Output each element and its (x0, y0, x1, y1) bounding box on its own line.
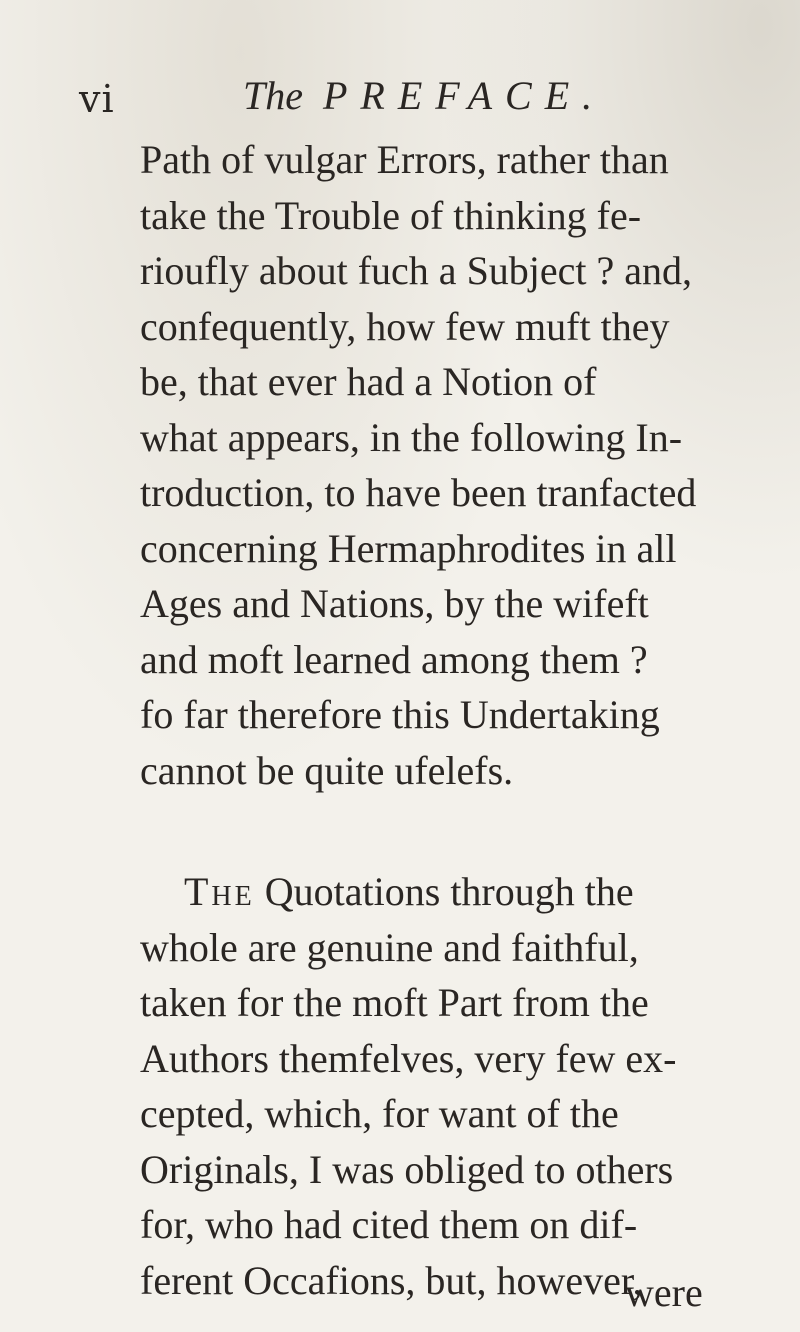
text-line: troduction, to have been tranfacted (140, 470, 697, 515)
catchword: were (625, 1270, 703, 1315)
text-line: concerning Hermaphrodites in all (140, 525, 677, 571)
text-line: fo far therefore this Undertaking (140, 692, 660, 737)
body-text (140, 132, 800, 1308)
text-line: be, that ever had a Notion of (140, 359, 597, 404)
text-line: taken for the moft Part from the (140, 980, 649, 1025)
text-line: Originals, I was obliged to others (140, 1146, 674, 1192)
running-head (243, 73, 606, 118)
text-line: confequently, how few muft they (140, 303, 670, 349)
text-line: cannot be quite ufelefs. (140, 747, 514, 793)
paragraph-first-line-rest: Quotations through the (264, 869, 634, 914)
running-head-title: PREFACE. (323, 73, 606, 118)
page-number: vi (79, 77, 115, 121)
text-line: cepted, which, for want of the (140, 1091, 619, 1136)
text-line: ferent Occafions, but, however, (140, 1257, 643, 1303)
text-line: what appears, in the following In- (140, 414, 683, 460)
text-line: rioufly about fuch a Subject ? and, (140, 248, 693, 293)
running-head-the: The (243, 73, 303, 118)
paragraph-gap (140, 798, 800, 864)
text-line: whole are genuine and faithful, (140, 924, 639, 970)
text-line: Path of vulgar Errors, rather than (140, 137, 669, 182)
text-line: and moft learned among them ? (140, 636, 648, 682)
text-line: take the Trouble of thinking fe- (140, 192, 642, 238)
paragraph-opening-line (140, 864, 800, 920)
text-line: Authors themfelves, very few ex- (140, 1035, 677, 1081)
text-line: for, who had cited them on dif- (140, 1202, 638, 1247)
paragraph-first-word: The (184, 869, 255, 914)
text-line: Ages and Nations, by the wifeft (140, 581, 649, 626)
